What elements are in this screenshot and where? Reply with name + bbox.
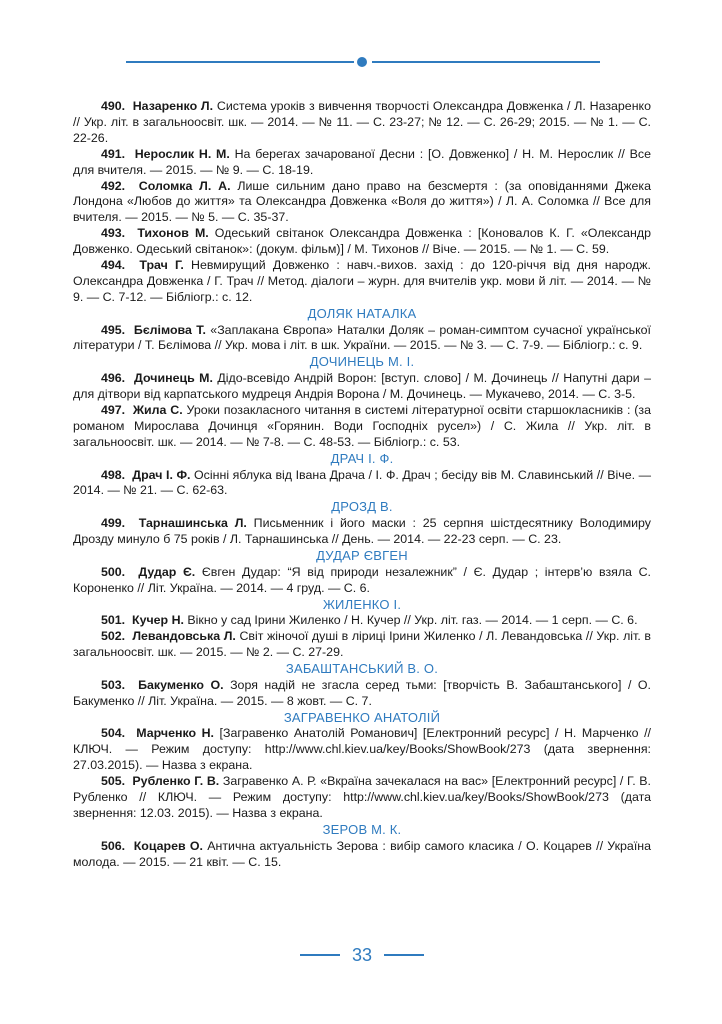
entry-text: Письменник і його маски : 25 серпня шістдесятнику Володимиру Дрозду минуло б 75 років / Л. Тарнашинська // День. — 2014. — 22-23 серп. — С. 23. bbox=[73, 516, 652, 547]
bibliography-entry bbox=[73, 516, 651, 548]
section-heading: ДОЧИНЕЦЬ М. І. bbox=[309, 354, 415, 370]
bibliography-entry bbox=[73, 99, 651, 147]
entry-number: 500. bbox=[101, 564, 126, 579]
entry-author: Трач Г. bbox=[139, 258, 184, 273]
entry-text: Одеський світанок Олександра Довженка : [Коновалов К. Г. «Олександр Довженко. Одеський світанок»: (докум. фільм)] / М. Тихонов // Віче. — 2015. — № 1. — С. 59. bbox=[73, 226, 651, 257]
entry-number: 493. bbox=[101, 226, 126, 241]
entry-text: Лише сильним дано право на безсмертя : (за оповіданнями Джека Лондона «Любов до життя» та Олександра Довженка «Воля до життя») / Л. А. Соломка // Все для вчителя. — 2015. — № 5. — С. 35-37. bbox=[73, 178, 651, 225]
entry-text: [Загравенко Анатолій Романович] [Електронний ресурс] / Н. Марченко // КЛЮЧ. — Режим доступу: http://www.chl.kiev.ua/key/Books/ShowBook/273 (дата звернення: 27.03.2015). — Назва з екрана. bbox=[73, 726, 651, 773]
entry-author: Тарнашинська Л. bbox=[138, 516, 247, 531]
section-heading: ДОЛЯК НАТАЛКА bbox=[307, 305, 417, 321]
entry-text: Світ жіночої душі в ліриці Ірини Жиленко / Л. Левандовська // Укр. літ. в загальноосвіт. шк. — 2015. — № 2. — С. 27-29. bbox=[73, 629, 651, 660]
rule-right-line bbox=[372, 61, 600, 63]
entry-author: Тихонов М. bbox=[137, 226, 209, 241]
entry-author: Назаренко Л. bbox=[132, 99, 214, 113]
entry-author: Драч І. Ф. bbox=[132, 467, 191, 482]
entry-number: 490. bbox=[101, 99, 126, 113]
entry-text: Система уроків з вивчення творчості Олександра Довженка / Л. Назаренко // Укр. літ. в загальноосвіт. шк. — 2014. — № 11. — С. 23-27; № 12. — С. 26-29; 2015. — № 1. — С. 22-26. bbox=[73, 99, 651, 145]
bibliography-entry bbox=[73, 774, 651, 822]
entry-author: Нерослик Н. М. bbox=[134, 146, 230, 161]
bibliography-entry bbox=[73, 323, 651, 355]
page-footer bbox=[300, 943, 424, 967]
entry-number: 503. bbox=[101, 677, 126, 692]
entry-text: Загравенко А. Р. «Вкраїна зачекалася на вас» [Електронний ресурс] / Г. В. Рубленко // КЛЮЧ. — Режим доступу: http://www.chl.kiev.ua/key/Books/ShowBook/273 (дата звернення: 12.03. 2015). — Назва з екрана. bbox=[73, 774, 652, 820]
entry-number: 492. bbox=[101, 178, 126, 193]
bibliography-entry bbox=[73, 371, 651, 403]
bibliography-entry bbox=[73, 629, 651, 661]
entry-number: 495. bbox=[101, 322, 126, 337]
entry-text: Уроки позакласного читання в системі літературної освіти старшокласників : (за романом Мирослава Дочинця «Горянин. Води Господніх русел») / С. Жила // Укр. літ. в загальноосвіт. шк. — 2014. — № 7-8. — С. 48-53. — Бібліогр.: с. 53. bbox=[73, 403, 651, 449]
section-heading: ДУДАР ЄВГЕН bbox=[316, 547, 408, 563]
entry-author: Соломка Л. А. bbox=[138, 178, 231, 193]
entry-text: На берегах зачарованої Десни : [О. Довженко] / Н. М. Нерослик // Все для вчителя. — 2015. — № 9. — С. 18-19. bbox=[73, 146, 651, 177]
entry-author: Кучер Н. bbox=[132, 613, 184, 628]
entry-number: 504. bbox=[101, 726, 126, 741]
entry-number: 502. bbox=[101, 629, 126, 644]
entry-author: Дудар Є. bbox=[138, 564, 196, 579]
entry-author: Марченко Н. bbox=[136, 726, 214, 741]
bibliography-entry bbox=[73, 226, 651, 258]
entry-text: Дідо-всевідо Андрій Ворон: [вступ. слово] / М. Дочинець // Напутні дари – для дітвори від карпатського мудреця Андрія Ворона / М. Дочинець. — Мукачево, 2014. — С. 3-5. bbox=[73, 371, 651, 402]
entry-text: Зоря надій не згасла серед тьми: [творчість В. Забаштанського] / О. Бакуменко // Літ. Україна. — 2015. — 8 жовт. — С. 7. bbox=[73, 677, 651, 708]
bibliography-entry bbox=[73, 403, 651, 451]
entry-number: 501. bbox=[101, 613, 126, 628]
entry-number: 498. bbox=[101, 467, 126, 482]
bibliography-entry bbox=[73, 839, 651, 871]
entry-number: 494. bbox=[101, 258, 126, 273]
section-heading: ЗЕРОВ М. К. bbox=[322, 821, 402, 837]
bibliography-entry bbox=[73, 726, 651, 774]
entry-author: Рубленко Г. В. bbox=[132, 774, 220, 789]
bibliography-entry bbox=[73, 565, 651, 597]
entry-author: Бакуменко О. bbox=[138, 677, 224, 692]
entry-author: Левандовська Л. bbox=[132, 629, 236, 644]
rule-dot-icon bbox=[357, 57, 367, 67]
entry-number: 506. bbox=[101, 838, 126, 853]
entry-author: Жила С. bbox=[132, 403, 183, 417]
section-heading: ДРОЗД В. bbox=[331, 499, 393, 515]
section-heading: ЗАБАШТАНСЬКИЙ В. О. bbox=[285, 661, 439, 677]
entry-text: Осінні яблука від Івана Драча / І. Ф. Драч ; бесіду вів М. Славинський // Віче. — 2014. — № 21. — С. 62-63. bbox=[73, 467, 652, 498]
entry-number: 491. bbox=[101, 146, 126, 161]
entry-number: 497. bbox=[101, 403, 126, 417]
bibliography-entry bbox=[73, 147, 651, 179]
bibliography-entry bbox=[73, 179, 651, 227]
bibliography-list bbox=[73, 99, 651, 871]
rule-left-line bbox=[126, 61, 354, 63]
top-decorative-rule bbox=[126, 56, 600, 68]
entry-text: «Заплакана Європа» Наталки Доляк – роман-симптом сучасної української літератури / Т. Бєлімова // Укр. мова і літ. в шк. України. — 2015. — № 3. — С. 7-9. — Бібліогр.: с. 9. bbox=[73, 322, 651, 353]
entry-author: Бєлімова Т. bbox=[133, 322, 206, 337]
bibliography-entry bbox=[73, 258, 651, 306]
entry-number: 505. bbox=[101, 774, 126, 789]
bibliography-entry bbox=[73, 678, 651, 710]
section-heading: ЗАГРАВЕНКО АНАТОЛІЙ bbox=[283, 709, 441, 725]
bibliography-entry bbox=[73, 613, 651, 629]
bibliography-entry bbox=[73, 468, 651, 500]
entry-number: 496. bbox=[101, 371, 126, 386]
section-heading: ДРАЧ І. Ф. bbox=[330, 450, 394, 466]
page-number: 33 bbox=[351, 945, 373, 965]
entry-number: 499. bbox=[101, 516, 126, 531]
footer-right-line bbox=[384, 954, 424, 956]
entry-author: Дочинець М. bbox=[134, 371, 213, 386]
entry-text: Невмирущий Довженко : навч.-вихов. захід : до 120-річчя від дня народж. Олександра Довженка / Г. Трач // Метод. діалоги – журн. для вчителів укр. мови й літ. — 2014. — № 9. — С. 7-12. — Бібліогр.: с. 12. bbox=[73, 258, 651, 304]
entry-author: Коцарев О. bbox=[133, 838, 203, 853]
section-heading: ЖИЛЕНКО І. bbox=[322, 596, 402, 612]
entry-text: Євген Дудар: “Я від природи незалежник” / Є. Дудар ; інтерв’ю взяла С. Короненко // Літ. Україна. — 2014. — 4 груд. — С. 6. bbox=[73, 564, 651, 595]
entry-text: Антична актуальність Зерова : вибір самого класика / О. Коцарев // Україна молода. — 2015. — 21 квіт. — С. 15. bbox=[73, 838, 651, 869]
entry-text: Вікно у сад Ірини Жиленко / Н. Кучер // Укр. літ. газ. — 2014. — 1 серп. — С. 6. bbox=[183, 613, 638, 628]
